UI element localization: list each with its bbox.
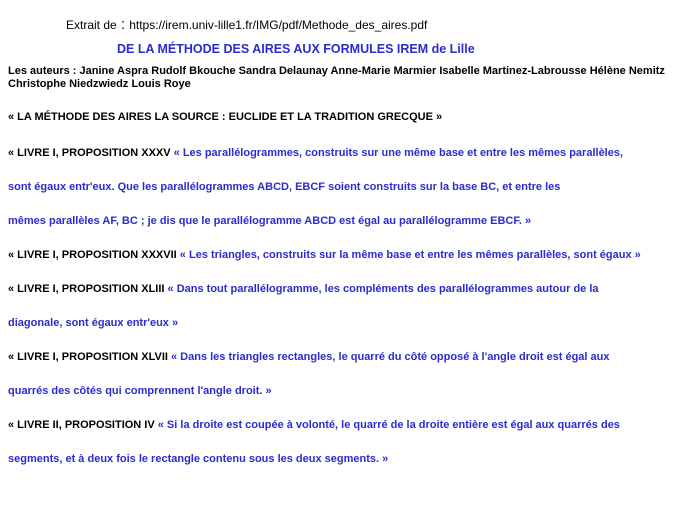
document-title: DE LA MÉTHODE DES AIRES AUX FORMULES IREM de Lille xyxy=(117,42,475,56)
source-line xyxy=(66,16,427,33)
proposition-1-47-label: « LIVRE I, PROPOSITION XLVII xyxy=(8,351,171,363)
source-url[interactable]: https://irem.univ-lille1.fr/IMG/pdf/Methode_des_aires.pdf xyxy=(129,18,428,32)
proposition-1-35-line-1 xyxy=(8,147,623,159)
proposition-1-37-quote-1: « Les triangles, construits sur la même base et entre les mêmes parallèles, sont égaux » xyxy=(176,249,641,261)
proposition-1-35-quote-1: « Les parallélogrammes, construits sur une même base et entre les mêmes parallèles, xyxy=(173,147,624,159)
proposition-1-35-quote-3: mêmes parallèles AF, BC ; je dis que le parallélogramme ABCD est égal au parallélogramme EBCF. » xyxy=(8,215,532,227)
proposition-1-43-label: « LIVRE I, PROPOSITION XLIII xyxy=(8,283,165,295)
proposition-2-4-quote-2: segments, et à deux fois le rectangle contenu sous les deux segments. » xyxy=(8,453,389,465)
proposition-2-4-label: « LIVRE II, PROPOSITION IV xyxy=(8,419,155,431)
proposition-1-47-quote-1: « Dans les triangles rectangles, le quarré du côté opposé à l'angle droit est égal aux xyxy=(171,351,610,363)
proposition-1-37-line-1 xyxy=(8,249,641,261)
proposition-2-4-quote-1: « Si la droite est coupée à volonté, le quarré de la droite entière est égal aux quarrés des xyxy=(154,419,620,431)
source-label: Extrait de xyxy=(66,18,117,32)
proposition-1-35-quote-2: sont égaux entr'eux. Que les parallélogrammes ABCD, EBCF soient construits sur la base BC, et entre les xyxy=(8,181,561,193)
source-colon: : xyxy=(116,16,130,33)
authors: Les auteurs : Janine Aspra Rudolf Bkouche Sandra Delaunay Anne-Marie Marmier Isabelle Martinez-Labrousse Hélène Nemitz Christophe Niedzwiedz Louis Roye xyxy=(8,65,665,90)
proposition-1-35-label: « LIVRE I, PROPOSITION XXXV xyxy=(8,147,174,159)
proposition-1-43-quote-2: diagonale, sont égaux entr'eux » xyxy=(8,317,179,329)
proposition-1-47-line-1 xyxy=(8,351,609,363)
section-heading: « LA MÉTHODE DES AIRES LA SOURCE : EUCLIDE ET LA TRADITION GRECQUE » xyxy=(8,111,443,123)
proposition-1-43-line-1 xyxy=(8,283,599,295)
proposition-1-37-label: « LIVRE I, PROPOSITION XXXVII xyxy=(8,249,177,261)
proposition-2-4-line-1 xyxy=(8,419,620,431)
proposition-1-43-quote-1: « Dans tout parallélogramme, les compléments des parallélogrammes autour de la xyxy=(164,283,599,295)
proposition-1-47-quote-2: quarrés des côtés qui comprennent l'angle droit. » xyxy=(8,385,272,397)
